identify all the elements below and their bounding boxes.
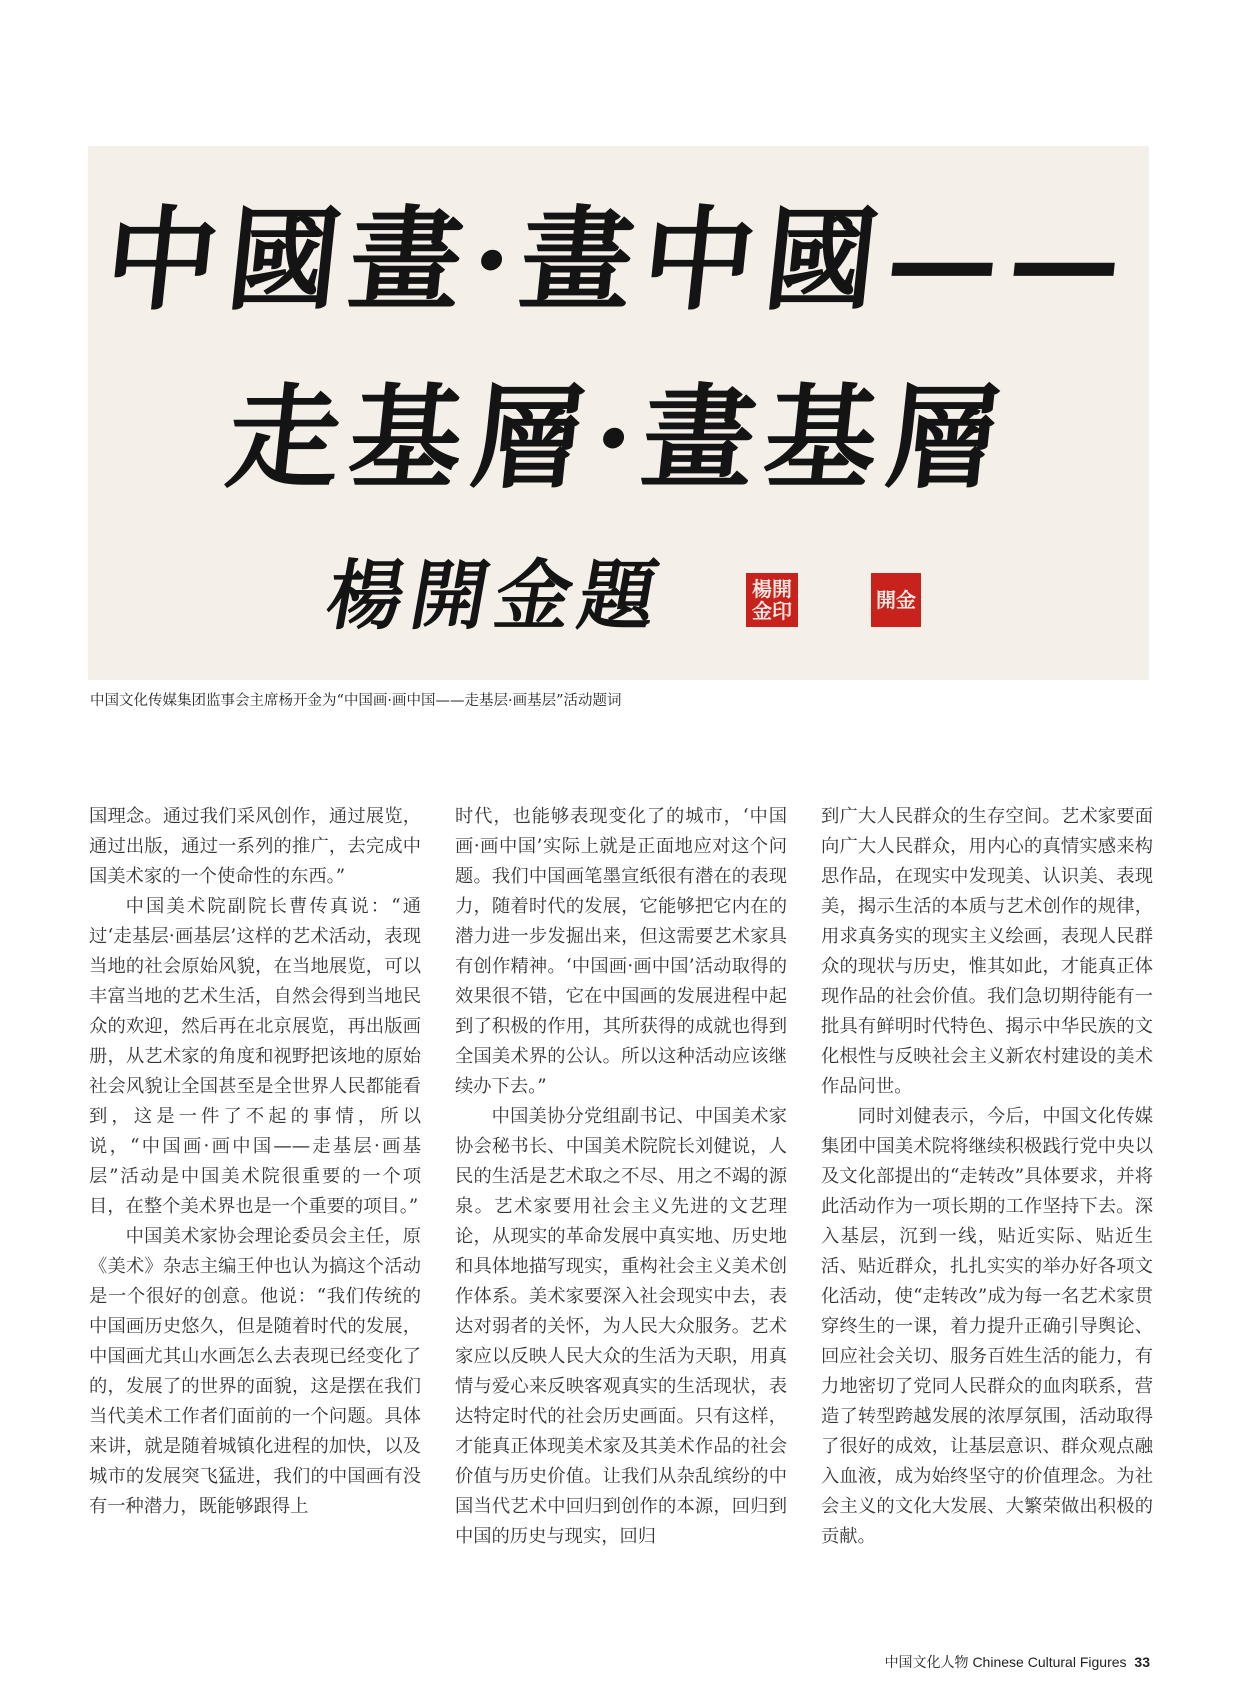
paragraph: 中国美协分党组副书记、中国美术家协会秘书长、中国美术院院长刘健说，人民的生活是艺术取之不尽、用之不竭的源泉。艺术家要用社会主义先进的文艺理论，从现实的革命发展中真实地、历史地和具体地描写现实，重构社会主义美术创作体系。美术家要深入社会现实中去，表达对弱者的关怀，为人民大众服务。艺术家应以反映人民大众的生活为天职，用真情与爱心来反映客观真实的生活现状，表达特定时代的社会历史画面。只有这样，才能真正体现美术家及其美术作品的社会价值与历史价值。让我们从杂乱缤纷的中国当代艺术中回归到创作的本源，回归到中国的历史与现实，回归 bbox=[455, 1106, 787, 1547]
calligraphy-line-1: 中國畫·畫中國—— bbox=[99, 195, 1138, 326]
page-number: 33 bbox=[1134, 1654, 1150, 1670]
page-footer bbox=[885, 1653, 1150, 1671]
paragraph: 中国美术家协会理论委员会主任，原《美术》杂志主编王仲也认为搞这个活动是一个很好的创意。他说：“我们传统的中国画历史悠久，但是随着时代的发展，中国画尤其山水画怎么去表现已经变化了的，发展了的世界的面貌，这是摆在我们当代美术工作者们面前的一个问题。具体来讲，就是随着城镇化进程的加快，以及城市的发展突飞猛进，我们的中国画有没有一种潜力，既能够跟得上 bbox=[89, 1226, 421, 1517]
seal-stamp-2: 開金 bbox=[871, 573, 921, 627]
paragraph: 中国美术院副院长曹传真说：“通过‘走基层·画基层’这样的艺术活动，表现当地的社会原始风貌，在当地展览，可以丰富当地的艺术生活，自然会得到当地民众的欢迎，然后再在北京展览，再出版画册，从艺术家的角度和视野把该地的原始社会风貌让全国甚至是全世界人民都能看到，这是一件了不起的事情，所以说，“中国画·画中国——走基层·画基层”活动是中国美术院很重要的一个项目，在整个美术界也是一个重要的项目。” bbox=[89, 896, 421, 1217]
image-caption: 中国文化传媒集团监事会主席杨开金为“中国画·画中国——走基层·画基层”活动题词 bbox=[90, 693, 622, 709]
text-column-2 bbox=[455, 802, 787, 1552]
seal-stamp-1: 楊開金印 bbox=[746, 573, 798, 627]
magazine-name: 中国文化人物 Chinese Cultural Figures bbox=[884, 1654, 1127, 1670]
calligraphy-signature: 楊開金題 bbox=[320, 551, 672, 640]
paragraph: 同时刘健表示，今后，中国文化传媒集团中国美术院将继续积极践行党中央以及文化部提出的“走转改”具体要求，并将此活动作为一项长期的工作坚持下去。深入基层，沉到一线，贴近实际、贴近生活、贴近群众，扎扎实实的举办好各项文化活动，使“走转改”成为每一名艺术家贯穿终生的一课，着力提升正确引导舆论、回应社会关切、服务百姓生活的能力，有力地密切了党同人民群众的血肉联系，营造了转型跨越发展的浓厚氛围，活动取得了很好的成效，让基层意识、群众观点融入血液，成为始终坚守的价值理念。为社会主义的文化大发展、大繁荣做出积极的贡献。 bbox=[821, 1106, 1153, 1547]
paragraph: 时代，也能够表现变化了的城市，‘中国画·画中国’实际上就是正面地应对这个问题。我们中国画笔墨宣纸很有潜在的表现力，随着时代的发展，它能够把它内在的潜力进一步发掘出来，但这需要艺术家具有创作精神。‘中国画·画中国’活动取得的效果很不错，它在中国画的发展进程中起到了积极的作用，其所获得的成就也得到全国美术界的公认。所以这种活动应该继续办下去。” bbox=[455, 806, 787, 1097]
text-column-1 bbox=[89, 802, 421, 1522]
calligraphy-line-2: 走基層·畫基層 bbox=[221, 373, 1016, 504]
calligraphy-image bbox=[88, 146, 1149, 680]
text-column-3 bbox=[821, 802, 1153, 1552]
paragraph: 国理念。通过我们采风创作，通过展览，通过出版，通过一系列的推广，去完成中国美术家的一个使命性的东西。” bbox=[89, 806, 421, 887]
paragraph: 到广大人民群众的生存空间。艺术家要面向广大人民群众，用内心的真情实感来构思作品，在现实中发现美、认识美、表现美，揭示生活的本质与艺术创作的规律，用求真务实的现实主义绘画，表现人民群众的现状与历史，惟其如此，才能真正体现作品的社会价值。我们急切期待能有一批具有鲜明时代特色、揭示中华民族的文化根性与反映社会主义新农村建设的美术作品问世。 bbox=[821, 806, 1153, 1097]
